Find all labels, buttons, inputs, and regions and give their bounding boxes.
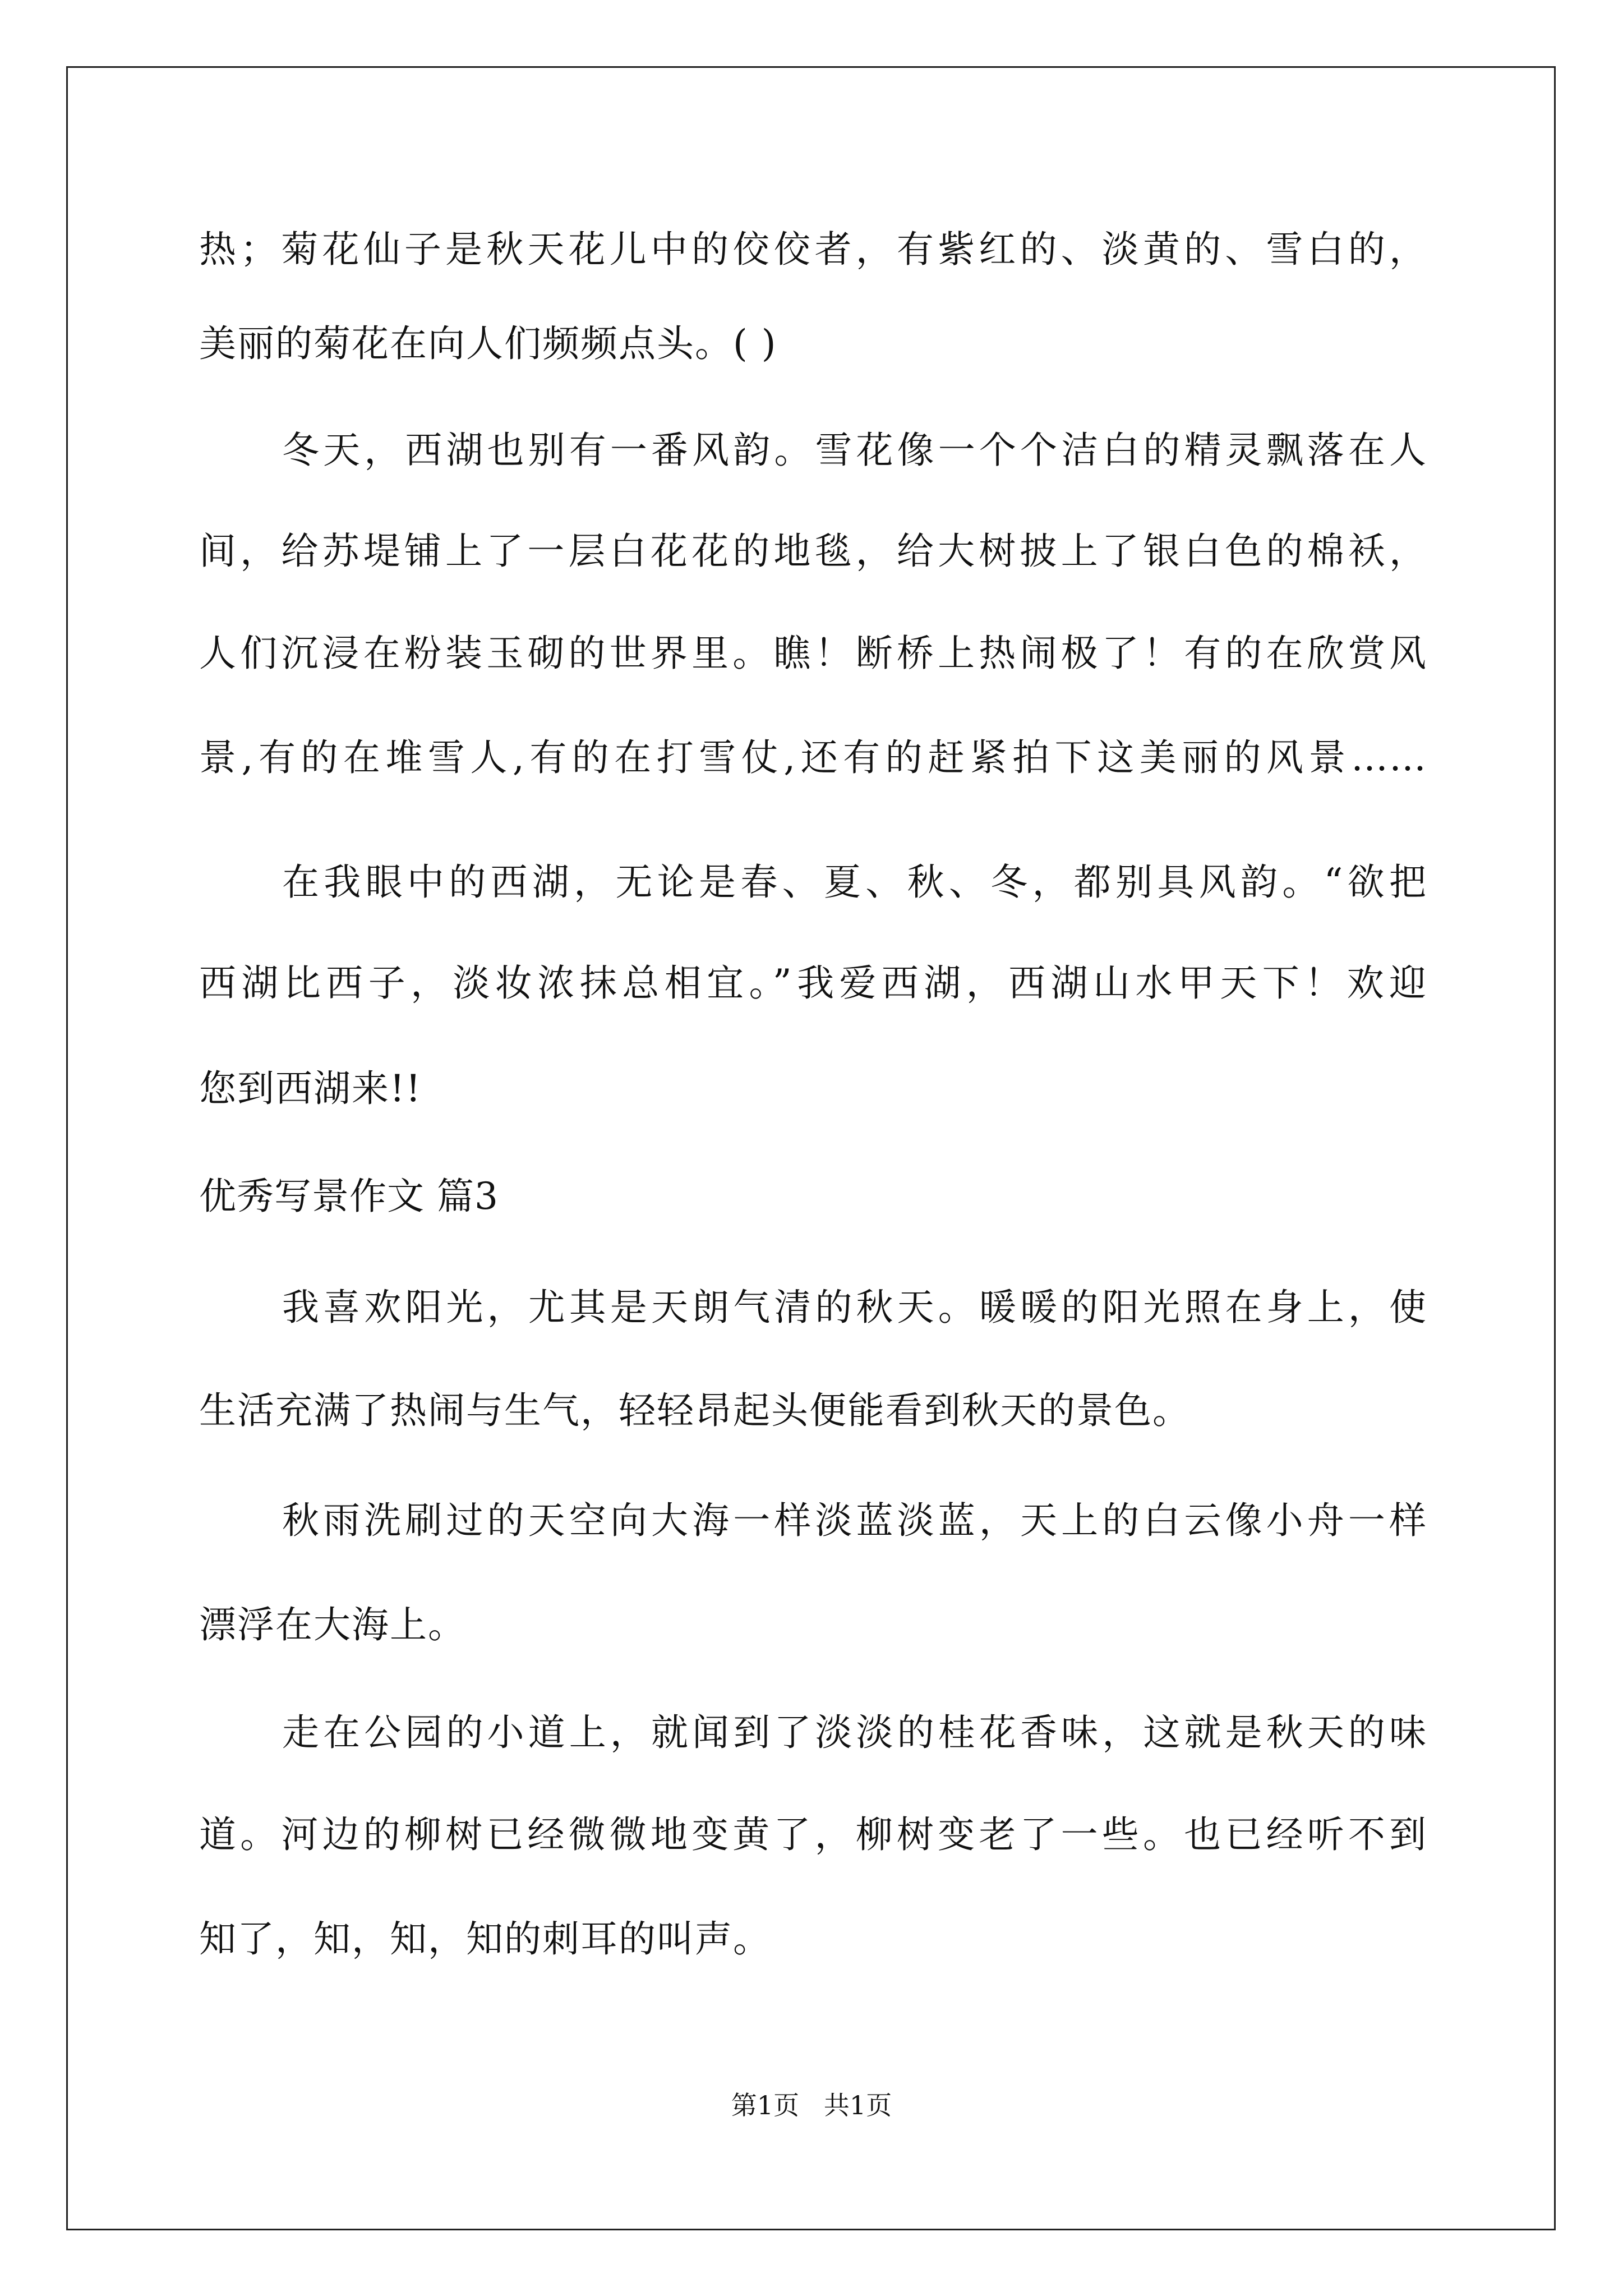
text-line: 间，给苏堤铺上了一层白花花的地毯，给大树披上了银白色的棉袄， [199, 530, 1427, 573]
text-line: 漂浮在大海上。 [199, 1603, 466, 1646]
text-line: 西湖比西子，淡妆浓抹总相宜。”我爱西湖，西湖山水甲天下！欢迎 [199, 961, 1427, 1005]
page-border [66, 66, 1556, 2230]
text-line: 道。河边的柳树已经微微地变黄了，柳树变老了一些。也已经听不到 [199, 1813, 1427, 1856]
paragraph-first-line: 我喜欢阳光，尤其是天朗气清的秋天。暖暖的阳光照在身上，使 [282, 1286, 1427, 1329]
paragraph-first-line: 冬天，西湖也别有一番风韵。雪花像一个个洁白的精灵飘落在人 [282, 429, 1427, 472]
text-line: 知了，知，知，知的刺耳的叫声。 [199, 1917, 771, 1961]
paragraph-first-line: 在我眼中的西湖，无论是春、夏、秋、冬，都别具风韵。“欲把 [282, 861, 1427, 904]
paragraph-first-line: 走在公园的小道上，就闻到了淡淡的桂花香味，这就是秋天的味 [282, 1711, 1427, 1754]
text-line: 生活充满了热闹与生气，轻轻昂起头便能看到秋天的景色。 [199, 1389, 1191, 1432]
section-heading: 优秀写景作文 篇3 [199, 1175, 499, 1218]
text-line: 美丽的菊花在向人们频频点头。( ) [199, 322, 777, 365]
text-line: 热；菊花仙子是秋天花儿中的佼佼者，有紫红的、淡黄的、雪白的， [199, 228, 1427, 271]
text-line: 景,有的在堆雪人,有的在打雪仗,还有的赶紧拍下这美丽的风景…… [199, 736, 1427, 779]
text-line: 人们沉浸在粉装玉砌的世界里。瞧！断桥上热闹极了！有的在欣赏风 [199, 632, 1427, 675]
text-line: 您到西湖来!! [199, 1067, 422, 1110]
page-footer: 第1页 共1页 [731, 2090, 892, 2120]
paragraph-first-line: 秋雨洗刷过的天空向大海一样淡蓝淡蓝，天上的白云像小舟一样 [282, 1499, 1427, 1542]
